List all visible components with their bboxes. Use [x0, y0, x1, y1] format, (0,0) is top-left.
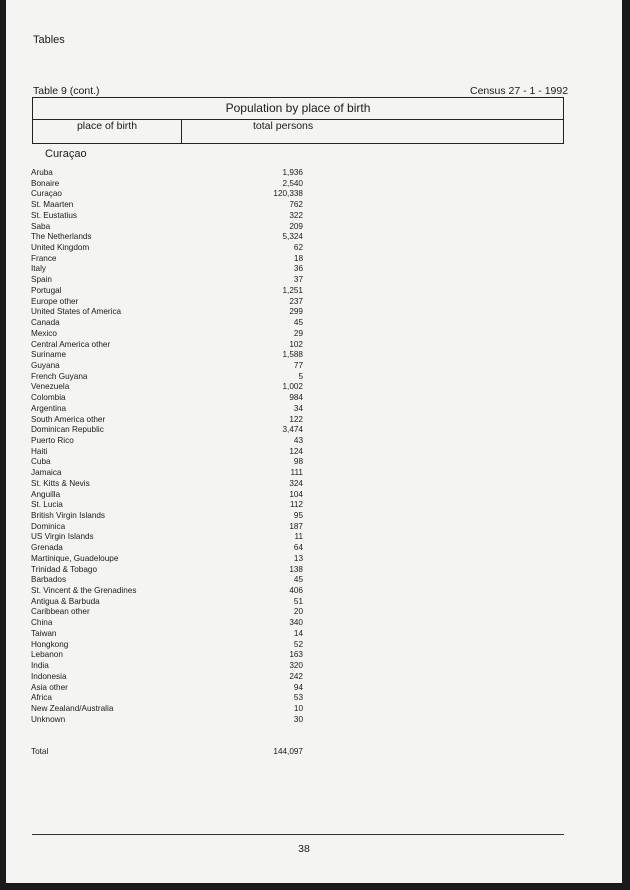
table-row — [31, 318, 303, 329]
table-row — [31, 168, 303, 179]
total-persons: 320 — [289, 661, 303, 671]
column-header-total: total persons — [253, 120, 314, 132]
total-persons: 64 — [293, 543, 303, 553]
total-persons: 29 — [293, 328, 303, 338]
place-of-birth: Dominica — [31, 521, 66, 531]
total-persons: 43 — [293, 435, 303, 445]
table-row — [31, 222, 303, 233]
table-row — [31, 597, 303, 608]
place-of-birth: Cuba — [31, 457, 51, 467]
place-of-birth: Spain — [31, 275, 52, 285]
total-persons: 1,251 — [282, 285, 303, 295]
total-persons: 30 — [293, 714, 303, 724]
table-row — [31, 661, 303, 672]
total-persons: 324 — [289, 478, 303, 488]
place-of-birth: Central America other — [31, 339, 111, 349]
place-of-birth: Unknown — [31, 714, 66, 724]
table-row — [31, 490, 303, 501]
total-persons: 36 — [293, 264, 303, 274]
place-of-birth: St. Kitts & Nevis — [31, 478, 90, 488]
table-row — [31, 350, 303, 361]
total-persons: 5 — [298, 371, 303, 381]
table-body — [31, 168, 303, 725]
table-row — [31, 393, 303, 404]
place-of-birth: Dominican Republic — [31, 425, 104, 435]
place-of-birth: The Netherlands — [31, 232, 92, 242]
table-row — [31, 479, 303, 490]
place-of-birth: St. Lucia — [31, 500, 63, 510]
total-persons: 237 — [289, 296, 303, 306]
total-persons: 209 — [289, 221, 303, 231]
place-of-birth: Saba — [31, 221, 51, 231]
total-persons: 98 — [293, 457, 303, 467]
total-persons: 138 — [289, 564, 303, 574]
page-number: 38 — [298, 843, 310, 855]
table-row — [31, 447, 303, 458]
table-row — [31, 640, 303, 651]
place-of-birth: French Guyana — [31, 371, 88, 381]
place-of-birth: Africa — [31, 693, 52, 703]
table-row — [31, 554, 303, 565]
table-row — [31, 672, 303, 683]
total-persons: 163 — [289, 650, 303, 660]
table-row — [31, 575, 303, 586]
table-row — [31, 468, 303, 479]
table-row — [31, 232, 303, 243]
place-of-birth: Mexico — [31, 328, 57, 338]
total-persons: 122 — [289, 414, 303, 424]
total-persons: 11 — [294, 532, 303, 542]
place-of-birth: France — [31, 253, 57, 263]
place-of-birth: Anguilla — [31, 489, 61, 499]
place-of-birth: Trinidad & Tobago — [31, 564, 97, 574]
table-row — [31, 693, 303, 704]
table-row — [31, 436, 303, 447]
table-row — [31, 683, 303, 694]
total-persons: 3,474 — [282, 425, 303, 435]
place-of-birth: Puerto Rico — [31, 435, 74, 445]
total-persons: 95 — [293, 511, 303, 520]
table-row — [31, 243, 303, 254]
place-of-birth: New Zealand/Australia — [31, 703, 114, 713]
table-row — [31, 297, 303, 308]
footer-divider — [32, 834, 564, 835]
table-row — [31, 715, 303, 726]
table-row — [31, 457, 303, 468]
place-of-birth: Antigua & Barbuda — [31, 596, 100, 606]
total-persons: 187 — [289, 521, 303, 531]
total-persons: 45 — [293, 318, 303, 328]
place-of-birth: Guyana — [31, 360, 60, 370]
census-date: Census 27 - 1 - 1992 — [470, 85, 569, 97]
place-of-birth: Europe other — [31, 296, 79, 306]
total-persons: 111 — [290, 468, 303, 478]
table-row — [31, 404, 303, 415]
place-of-birth: US Virgin Islands — [31, 532, 94, 542]
table-row — [31, 361, 303, 372]
place-of-birth: Bonaire — [31, 178, 60, 188]
total-persons: 322 — [289, 210, 303, 220]
total-persons: 1,002 — [282, 382, 303, 392]
place-of-birth: Suriname — [31, 350, 67, 360]
table-row — [31, 607, 303, 618]
table-label: Table 9 (cont.) — [33, 85, 100, 97]
table-row — [31, 425, 303, 436]
place-of-birth: Caribbean other — [31, 607, 90, 617]
table-row — [31, 618, 303, 629]
table-row — [31, 532, 303, 543]
total-persons: 53 — [293, 693, 303, 703]
column-header-place: place of birth — [33, 119, 182, 144]
total-persons: 1,588 — [282, 350, 303, 360]
place-of-birth: Haiti — [31, 446, 48, 456]
total-persons: 2,540 — [282, 178, 303, 188]
total-label: Total — [31, 747, 49, 756]
table-row — [31, 511, 303, 522]
table-row — [31, 650, 303, 661]
place-of-birth: Indonesia — [31, 671, 67, 681]
total-persons: 10 — [293, 703, 303, 713]
place-of-birth: Hongkong — [31, 639, 69, 649]
table-row — [31, 372, 303, 383]
table-row — [31, 340, 303, 351]
table-row — [31, 264, 303, 275]
place-of-birth: Grenada — [31, 543, 63, 553]
total-persons: 45 — [293, 575, 303, 585]
table-row — [31, 189, 303, 200]
total-persons: 1,936 — [282, 168, 303, 177]
table-row — [31, 179, 303, 190]
place-of-birth: Aruba — [31, 168, 53, 177]
place-of-birth: Colombia — [31, 393, 66, 403]
total-persons: 20 — [293, 607, 303, 617]
place-of-birth: Argentina — [31, 403, 67, 413]
total-persons: 124 — [289, 446, 303, 456]
table-row — [31, 500, 303, 511]
total-persons: 762 — [289, 200, 303, 210]
table-row — [31, 307, 303, 318]
total-persons: 102 — [289, 339, 303, 349]
place-of-birth: United Kingdom — [31, 243, 90, 253]
place-of-birth: Canada — [31, 318, 60, 328]
total-value: 144,097 — [273, 747, 303, 756]
table-row — [31, 629, 303, 640]
place-of-birth: India — [31, 661, 49, 671]
place-of-birth: St. Eustatius — [31, 210, 77, 220]
table-row — [31, 200, 303, 211]
table-row — [31, 415, 303, 426]
place-of-birth: Jamaica — [31, 468, 62, 478]
place-of-birth: Lebanon — [31, 650, 63, 660]
table-row — [31, 586, 303, 597]
table-row — [31, 382, 303, 393]
place-of-birth: Venezuela — [31, 382, 70, 392]
place-of-birth: Martinique, Guadeloupe — [31, 553, 119, 563]
table-row — [31, 543, 303, 554]
total-persons: 37 — [293, 275, 303, 285]
table-title: Population by place of birth — [33, 98, 563, 120]
region-heading: Curaçao — [45, 148, 87, 160]
total-persons: 104 — [289, 489, 303, 499]
total-persons: 14 — [293, 628, 303, 638]
total-persons: 984 — [289, 393, 303, 403]
total-persons: 94 — [293, 682, 303, 692]
total-persons: 52 — [293, 639, 303, 649]
place-of-birth: South America other — [31, 414, 106, 424]
table-row — [31, 254, 303, 265]
total-persons: 120,338 — [273, 189, 303, 199]
total-persons: 340 — [289, 618, 303, 628]
table-row — [31, 211, 303, 222]
place-of-birth: British Virgin Islands — [31, 511, 106, 520]
total-persons: 406 — [289, 586, 303, 596]
place-of-birth: Curaçao — [31, 189, 62, 199]
table-row — [31, 565, 303, 576]
total-row — [31, 747, 303, 756]
total-persons: 77 — [293, 360, 303, 370]
section-heading: Tables — [33, 34, 65, 46]
place-of-birth: Barbados — [31, 575, 67, 585]
table-row — [31, 522, 303, 533]
place-of-birth: United States of America — [31, 307, 122, 317]
place-of-birth: St. Vincent & the Grenadines — [31, 586, 137, 596]
total-persons: 299 — [289, 307, 303, 317]
place-of-birth: Taiwan — [31, 628, 57, 638]
table-header — [32, 97, 564, 144]
total-persons: 51 — [293, 596, 303, 606]
place-of-birth: Italy — [31, 264, 47, 274]
total-persons: 242 — [289, 671, 303, 681]
place-of-birth: China — [31, 618, 53, 628]
total-persons: 112 — [289, 500, 303, 510]
table-row — [31, 275, 303, 286]
total-persons: 18 — [293, 253, 303, 263]
table-row — [31, 329, 303, 340]
place-of-birth: St. Maarten — [31, 200, 74, 210]
total-persons: 62 — [293, 243, 303, 253]
place-of-birth: Asia other — [31, 682, 68, 692]
table-row — [31, 704, 303, 715]
total-persons: 5,324 — [282, 232, 303, 242]
document-page — [6, 0, 622, 883]
total-persons: 34 — [293, 403, 303, 413]
total-persons: 13 — [293, 553, 303, 563]
table-row — [31, 286, 303, 297]
place-of-birth: Portugal — [31, 285, 62, 295]
